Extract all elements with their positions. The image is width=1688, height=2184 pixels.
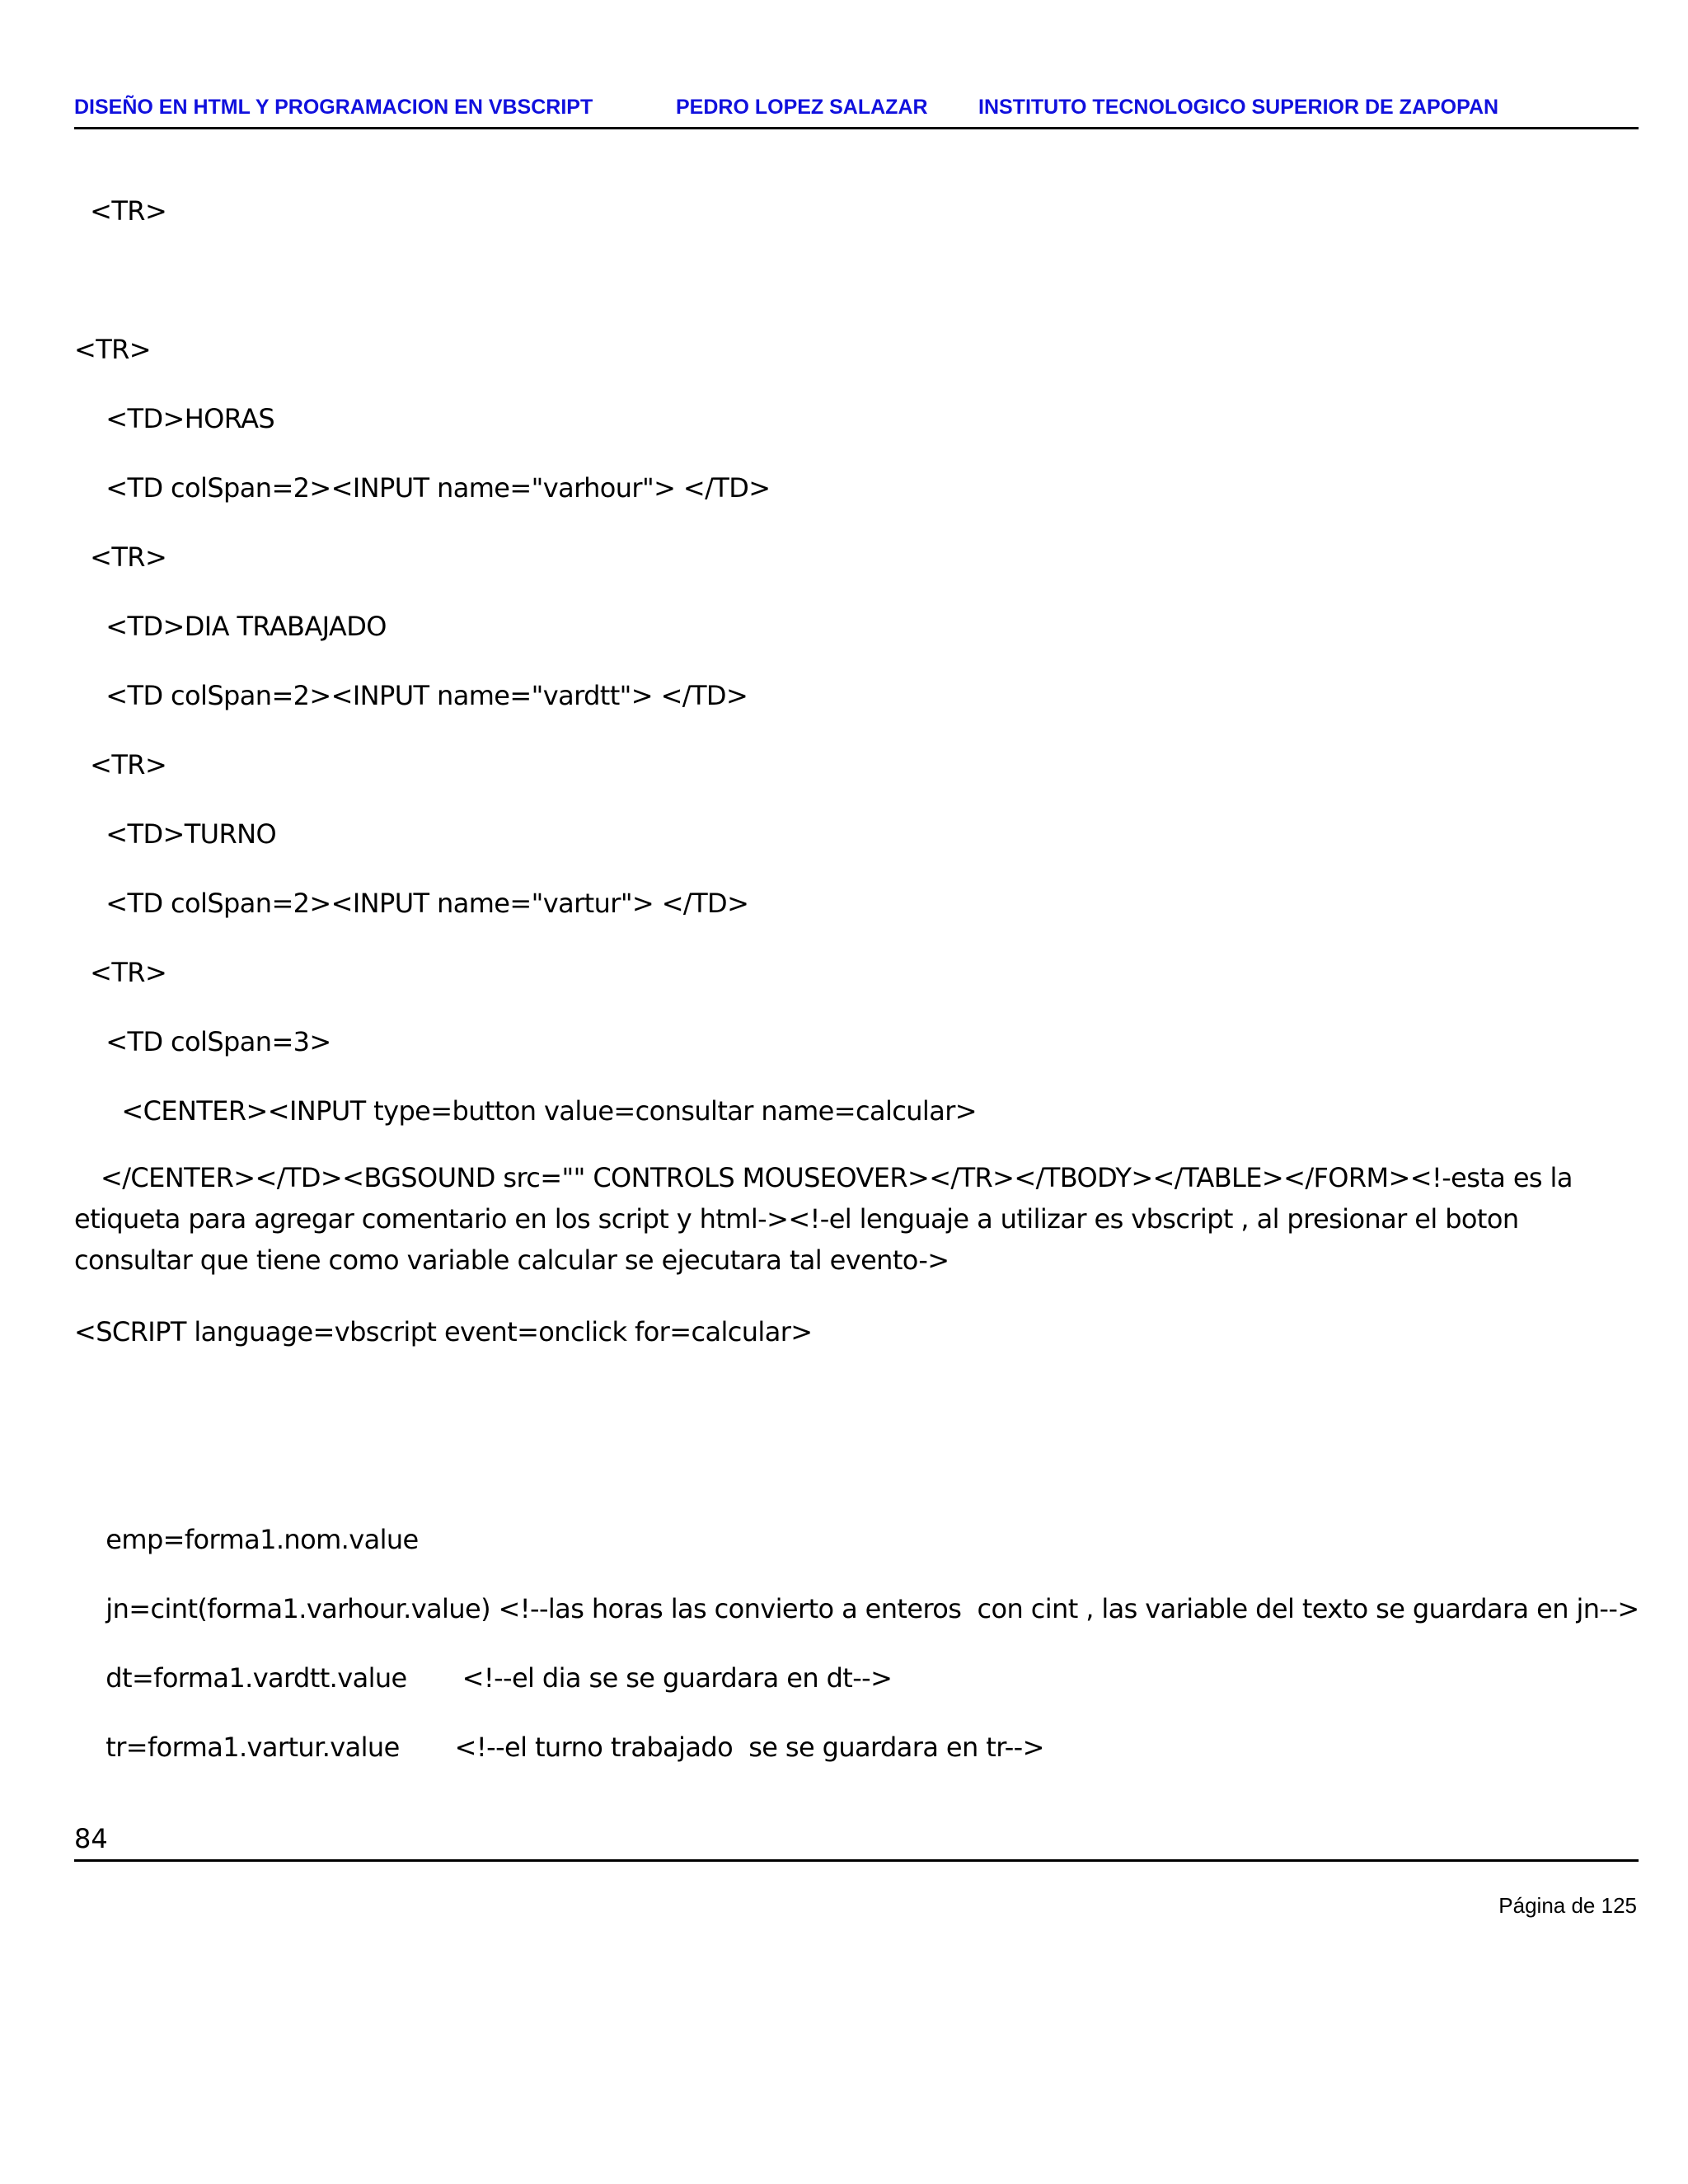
code-line: dt=forma1.vardtt.value <!--el dia se se guardara en dt--> [74, 1662, 893, 1694]
header-author: PEDRO LOPEZ SALAZAR [676, 96, 928, 119]
code-line: <TR> [74, 749, 167, 780]
code-line: jn=cint(forma1.varhour.value) <!--las horas las convierto a enteros con cint , las variable del texto se guardara en jn--> [74, 1593, 1639, 1624]
script-tag-line: <SCRIPT language=vbscript event=onclick for=calcular> [74, 1316, 813, 1347]
header-course-title: DISEÑO EN HTML Y PROGRAMACION EN VBSCRIPT [74, 96, 593, 119]
code-line: <TR> [74, 195, 167, 227]
footer-divider [74, 1859, 1639, 1862]
code-line: <TD colSpan=3> [74, 1026, 331, 1057]
code-line: emp=forma1.nom.value [74, 1524, 419, 1555]
code-line: <TD>DIA TRABAJADO [74, 611, 387, 642]
code-line: <TR> [74, 334, 152, 365]
footer-page-label: Página de 125 [1498, 1893, 1637, 1918]
page-number: 84 [74, 1823, 108, 1854]
running-header [74, 96, 1639, 129]
code-line: <TR> [74, 957, 167, 988]
code-line: <TD colSpan=2><INPUT name="vartur"> </TD> [74, 888, 749, 919]
code-line: <CENTER><INPUT type=button value=consultar name=calcular> [74, 1095, 977, 1127]
header-institution: INSTITUTO TECNOLOGICO SUPERIOR DE ZAPOPAN [978, 96, 1499, 119]
code-line: <TD>TURNO [74, 818, 277, 850]
code-line: <TR> [74, 541, 167, 573]
code-comment-paragraph: </CENTER></TD><BGSOUND src="" CONTROLS MOUSEOVER></TR></TBODY></TABLE></FORM><!-esta es la etiqueta para agregar comentario en los script y html-><!-el lenguaje a utilizar es vbscript , al presionar el boton consultar que tiene como variable calcular se ejecutara tal evento-> [74, 1162, 1573, 1276]
code-line: tr=forma1.vartur.value <!--el turno trabajado se se guardara en tr--> [74, 1732, 1044, 1763]
code-line: <TD>HORAS [74, 403, 275, 434]
code-line: <TD colSpan=2><INPUT name="varhour"> </TD> [74, 472, 771, 504]
code-line: <TD colSpan=2><INPUT name="vardtt"> </TD> [74, 680, 748, 711]
